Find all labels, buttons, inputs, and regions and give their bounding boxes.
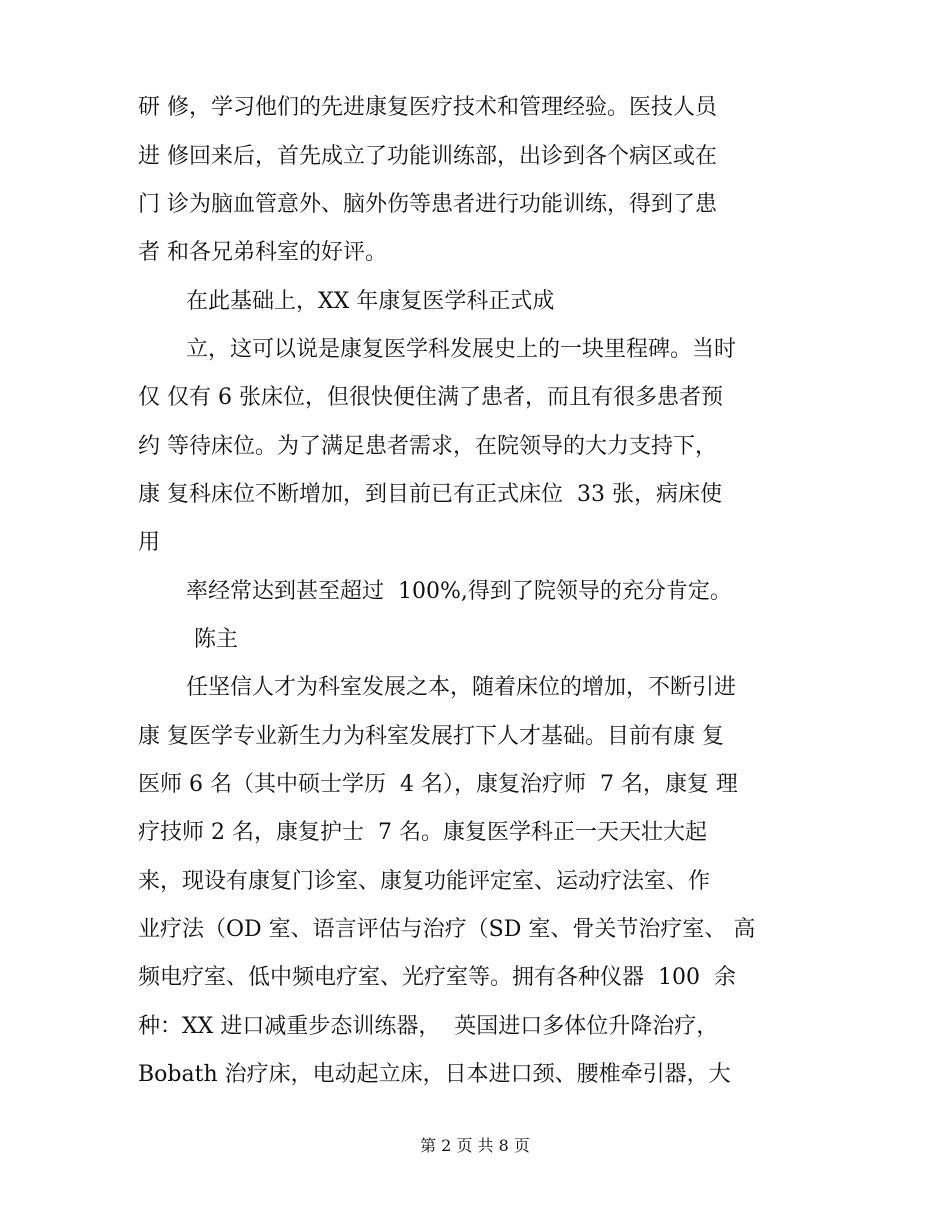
text-line: 业疗法（OD 室、语言评估与治疗（SD 室、骨关节治疗室、 高	[138, 917, 756, 942]
text-line: Bobath 治疗床，电动起立床，日本进口颈、腰椎牵引器，大	[138, 1062, 731, 1087]
text-line: 医师 6 名（其中硕士学历 4 名），康复治疗师 7 名，康复 理	[138, 772, 738, 797]
text-line: 研 修，学习他们的先进康复医疗技术和管理经验。医技人员	[138, 95, 717, 120]
text-line: 种：XX 进口减重步态训练器， 英国进口多体位升降治疗，	[138, 1014, 719, 1039]
text-line: 者 和各兄弟科室的好评。	[138, 240, 387, 265]
text-line: 陈主	[194, 627, 239, 652]
text-line: 仅 仅有 6 张床位，但很快便住满了患者，而且有很多患者预	[138, 385, 723, 410]
text-line: 用	[138, 530, 161, 555]
text-line: 进 修回来后，首先成立了功能训练部，出诊到各个病区或在	[138, 144, 717, 169]
text-line: 立，这可以说是康复医学科发展史上的一块里程碑。当时	[186, 337, 737, 362]
text-line: 频电疗室、低中频电疗室、光疗室等。拥有各种仪器 100 余	[138, 965, 736, 990]
text-line: 任坚信人才为科室发展之本，随着床位的增加，不断引进	[186, 675, 737, 700]
text-line: 门 诊为脑血管意外、脑外伤等患者进行功能训练，得到了患	[138, 192, 717, 217]
text-line: 约 等待床位。为了满足患者需求，在院领导的大力支持下，	[138, 434, 717, 459]
text-line: 疗技师 2 名，康复护士 7 名。康复医学科正一天天壮大起	[138, 820, 707, 845]
text-line: 康 复医学专业新生力为科室发展打下人才基础。目前有康 复	[138, 724, 724, 749]
page-number-footer: 第 2 页 共 8 页	[420, 1136, 530, 1155]
text-line: 在此基础上，XX 年康复医学科正式成	[186, 289, 555, 314]
text-line: 康 复科床位不断增加，到目前已有正式床位 33 张，病床使	[138, 482, 722, 507]
text-line: 率经常达到甚至超过 100%,得到了院领导的充分肯定。	[186, 579, 732, 604]
text-line: 来，现设有康复门诊室、康复功能评定室、运动疗法室、作	[138, 869, 711, 894]
